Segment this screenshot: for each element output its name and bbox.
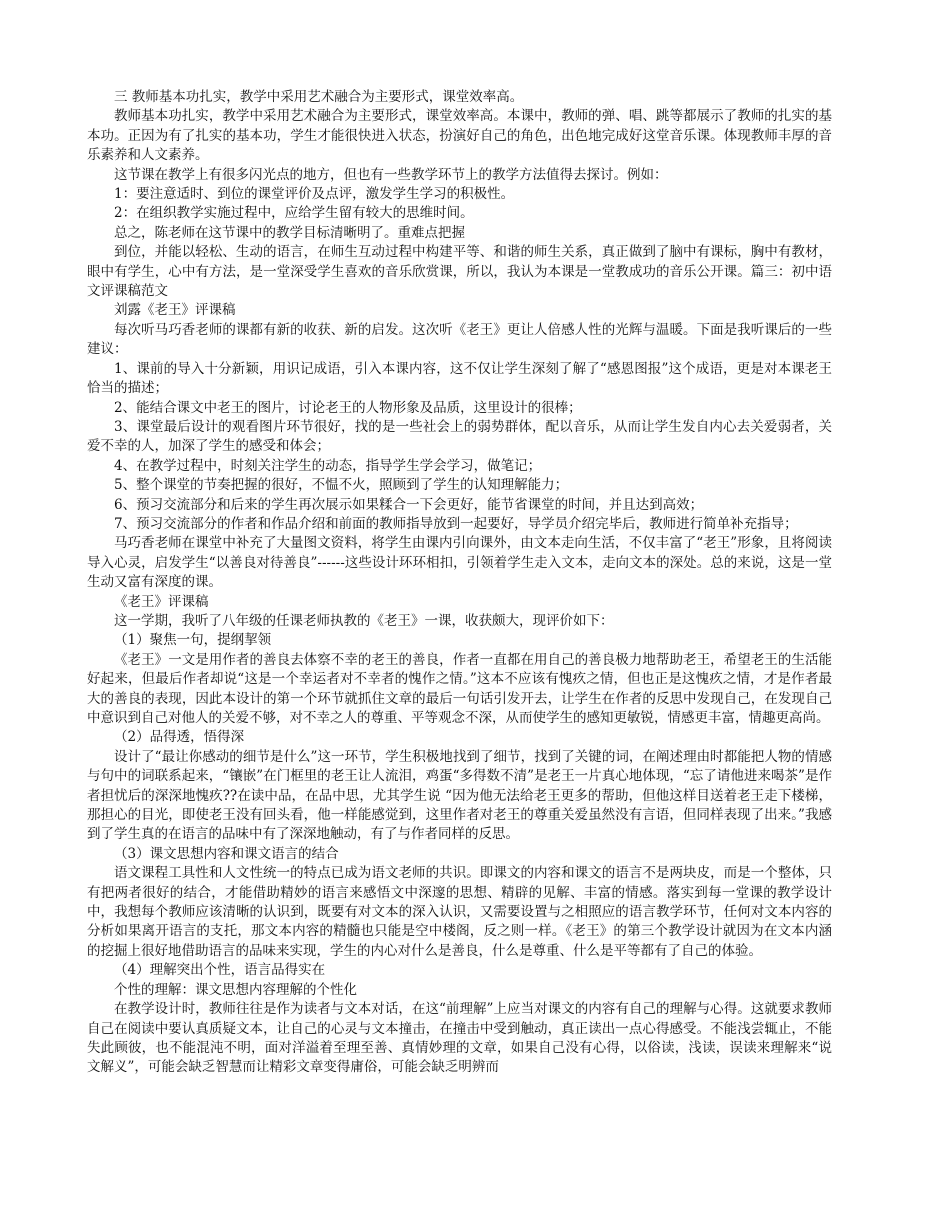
paragraph: 马巧香老师在课堂中补充了大量图文资料，将学生由课内引向课外，由文本走向生活，不仅丰富了“老王”形象，且将阅读导入心灵，启发学生“以善良对待善良”------这些设计环环相扣，引领着学生走入文本，走向文本的深处。总的来说，这是一堂生动又富有深度的课。 — [87, 535, 832, 591]
paragraph: 教师基本功扎实，教学中采用艺术融合为主要形式，课堂效率高。本课中，教师的弹、唱、跳等都展示了教师的扎实的基本功。正因为有了扎实的基本功，学生才能很快进入状态，扮演好自己的角色，出色地完成好这堂音乐课。体现教师丰厚的音乐素养和人文素养。 — [87, 108, 832, 164]
paragraph: 个性的理解：课文思想内容理解的个性化 — [114, 981, 357, 998]
paragraph: 7、预习交流部分的作者和作品介绍和前面的教师指导放到一起要好，导学员介绍完毕后，教师进行简单补充指导； — [114, 515, 798, 532]
paragraph: 3、课堂最后设计的观看图片环节很好，找的是一些社会上的弱势群体，配以音乐，从而让学生发自内心去关爱弱者，关爱不幸的人，加深了学生的感受和体会； — [87, 418, 832, 455]
paragraph: 语文课程工具性和人文性统一的特点已成为语文老师的共识。即课文的内容和课文的语言不是两块皮，而是一个整体，只有把两者很好的结合，才能借助精妙的语言来感悟文中深邃的思想、精辟的见解、丰富的情感。落实到每一堂课的教学设计中，我想每个教师应该清晰的认识到，既要有对文本的深入认识，又需要设置与之相照应的语言教学环节，任何对文本内容的分析如果离开语言的支托，那文本内容的精髓也只能是空中楼阁，反之则一样。《老王》的第三个教学设计就因为在文本内涵的挖掘上很好地借助语言的品味来实现，学生的内心对什么是善良，什么是尊重、什么是平等都有了自己的体验。 — [87, 865, 832, 959]
paragraph: 2、能结合课文中老王的图片，讨论老王的人物形象及品质，这里设计的很棒； — [114, 399, 582, 416]
paragraph: 三 教师基本功扎实，教学中采用艺术融合为主要形式，课堂效率高。 — [114, 89, 524, 105]
paragraph: 4、在教学过程中，时刻关注学生的动态，指导学生学会学习，做笔记； — [114, 457, 542, 474]
paragraph: （2）品得透，悟得深 — [114, 729, 245, 746]
paragraph: 到位，并能以轻松、生动的语言，在师生互动过程中构建平等、和谐的师生关系，真正做到了脑中有课标，胸中有教材，眼中有学生，心中有方法，是一堂深受学生喜欢的音乐欣赏课，所以，我认为本课是一堂教成功的音乐公开课。篇三：初中语文评课稿范文 — [87, 244, 832, 300]
paragraph: （3）课文思想内容和课文语言的结合 — [114, 845, 339, 862]
paragraph: 在教学设计时，教师往往是作为读者与文本对话，在这“前理解”上应当对课文的内容有自己的理解与心得。这就要求教师自己在阅读中要认真质疑文本，让自己的心灵与文本撞击，在撞击中受到触动，真正读出一点心得感受。不能浅尝辄止，不能失此顾彼，也不能混沌不明，面对洋溢着至理至善、真情妙理的文章，如果自己没有心得，以俗读，浅读，误读来理解来“说文解义”，可能会缺乏智慧而让精彩文章变得庸俗，可能会缺乏明辨而 — [87, 1001, 832, 1076]
paragraph: 《老王》一文是用作者的善良去体察不幸的老王的善良，作者一直都在用自己的善良极力地帮助老王，希望老王的生活能好起来，但最后作者却说“这是一个幸运者对不幸者的愧作之情。”这本不应该有愧疚之情，但也正是这愧疚之情，才是作者最大的善良的表现，因此本设计的第一个环节就抓住文章的最后一句话引发开去，让学生在作者的反思中发现自己，在发现自己中意识到自己对他人的关爱不够，对不幸之人的尊重、平等观念不深，从而使学生的感知更敏锐，情感更丰富，情趣更高尚。 — [87, 651, 832, 726]
paragraph: 总之，陈老师在这节课中的教学目标清晰明了。重难点把握 — [114, 224, 465, 241]
paragraph: 1：要注意适时、到位的课堂评价及点评，激发学生学习的积极性。 — [114, 186, 515, 203]
paragraph: 6、预习交流部分和后来的学生再次展示如果糅合一下会更好，能节省课堂的时间，并且达到高效； — [114, 496, 704, 513]
paragraph: 刘露《老王》评课稿 — [114, 302, 236, 319]
paragraph: 2：在组织教学实施过程中，应给学生留有较大的思维时间。 — [114, 205, 474, 222]
paragraph: 这节课在教学上有很多闪光点的地方，但也有一些教学环节上的教学方法值得去探讨。例如： — [114, 166, 668, 183]
paragraph: 1、课前的导入十分新颖，用识记成语，引入本课内容，这不仅让学生深刻了解了“感恩图报”这个成语，更是对本课老王恰当的描述； — [87, 360, 832, 397]
paragraph: 设计了“最让你感动的细节是什么”这一环节，学生积极地找到了细节，找到了关键的词，在阐述理由时都能把人物的情感与句中的词联系起来，“镶嵌”在门框里的老王让人流泪，鸡蛋“多得数不清”是老王一片真心地体现，“忘了请他进来喝茶”是作者担忧后的深深地愧疚??在读中品，在品中思，尤其学生说 “因为他无法给老王更多的帮助，但他这样目送着老王走下楼梯，那担心的目光，即使老王没有回头看，他一样能感觉到，这里作者对老王的尊重关爱虽然没有言语，但同样表现了出来。”我感到了学生真的在语言的品味中有了深深地触动，有了与作者同样的反思。 — [87, 748, 832, 843]
paragraph: 每次听马巧香老师的课都有新的收获、新的启发。这次听《老王》更让人倍感人性的光辉与温暖。下面是我听课后的一些建议： — [87, 321, 832, 358]
paragraph: （4）理解突出个性，语言品得实在 — [114, 962, 326, 979]
paragraph: 这一学期，我听了八年级的任课老师执教的《老王》一课，收获颇大，现评价如下： — [114, 612, 614, 629]
paragraph: 《老王》评课稿 — [114, 593, 209, 610]
paragraph: （1）聚焦一句，提纲挈领 — [114, 632, 272, 649]
paragraph: 5、整个课堂的节奏把握的很好，不愠不火，照顾到了学生的认知理解能力； — [114, 477, 569, 494]
